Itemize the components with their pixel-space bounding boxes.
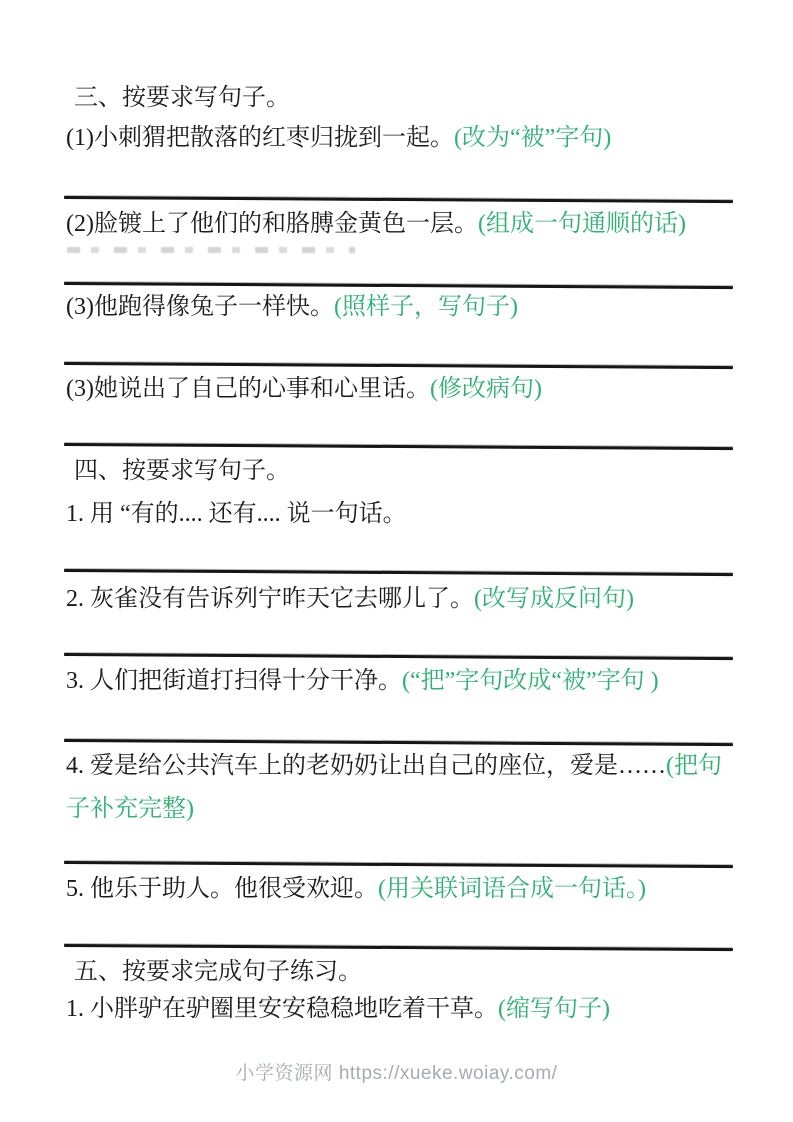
question-hint: (照样子，写句子) [333,294,518,320]
question-text: 1. 用 “有的.... 还有.... 说一句话。 [66,501,407,527]
answer-line [64,196,733,203]
question-text: 4. 爱是给公共汽车上的老奶奶让出自己的座位，爱是…… [66,753,666,779]
question [66,209,742,240]
section-5-title: 五、按要求完成句子练习。 [74,959,362,985]
question-hint: (组成一句通顺的话) [477,211,686,237]
answer-line [64,362,733,369]
question-hint: (“把”字句改成“被”字句 ) [402,668,659,694]
question-text: (3)他跑得像兔子一样快。 [66,294,334,320]
question [66,499,742,530]
question-hint: (把句子补充完整) [66,753,722,822]
answer-line [64,944,733,951]
answer-line [64,282,733,289]
question [66,374,742,405]
question [66,994,742,1025]
footer-watermark: 小学资源网 https://xueke.woiay.com/ [235,1063,558,1084]
scan-artifact-dashes [67,247,355,253]
answer-line [64,569,733,576]
question-hint: (用关联词语合成一句话。) [378,876,646,902]
question-text: (3)她说出了自己的心事和心里话。 [66,376,430,402]
question-text: 2. 灰雀没有告诉列宁昨天它去哪儿了。 [66,586,474,612]
answer-line [64,861,733,868]
question [66,745,742,831]
section-3-title: 三、按要求写句子。 [74,85,290,111]
question [66,123,742,154]
question-hint: (改为“被”字句) [453,125,612,151]
question-hint: (修改病句) [429,376,542,402]
question [66,874,742,905]
answer-line [64,443,733,450]
question-text: 1. 小胖驴在驴圈里安安稳稳地吃着干草。 [66,996,498,1022]
question [66,666,742,697]
question-text: (1)小刺猬把散落的红枣归拢到一起。 [66,125,454,151]
question-text: (2)脸镀上了他们的和胳膊金黄色一层。 [66,211,478,237]
question-text: 3. 人们把街道打扫得十分干净。 [66,668,402,694]
question [66,584,742,615]
question [66,292,742,323]
question-hint: (缩写句子) [498,996,610,1022]
answer-line [64,653,733,660]
question-hint: (改写成反问句) [474,586,634,612]
section-4-title: 四、按要求写句子。 [74,458,290,484]
question-text: 5. 他乐于助人。他很受欢迎。 [66,876,378,902]
